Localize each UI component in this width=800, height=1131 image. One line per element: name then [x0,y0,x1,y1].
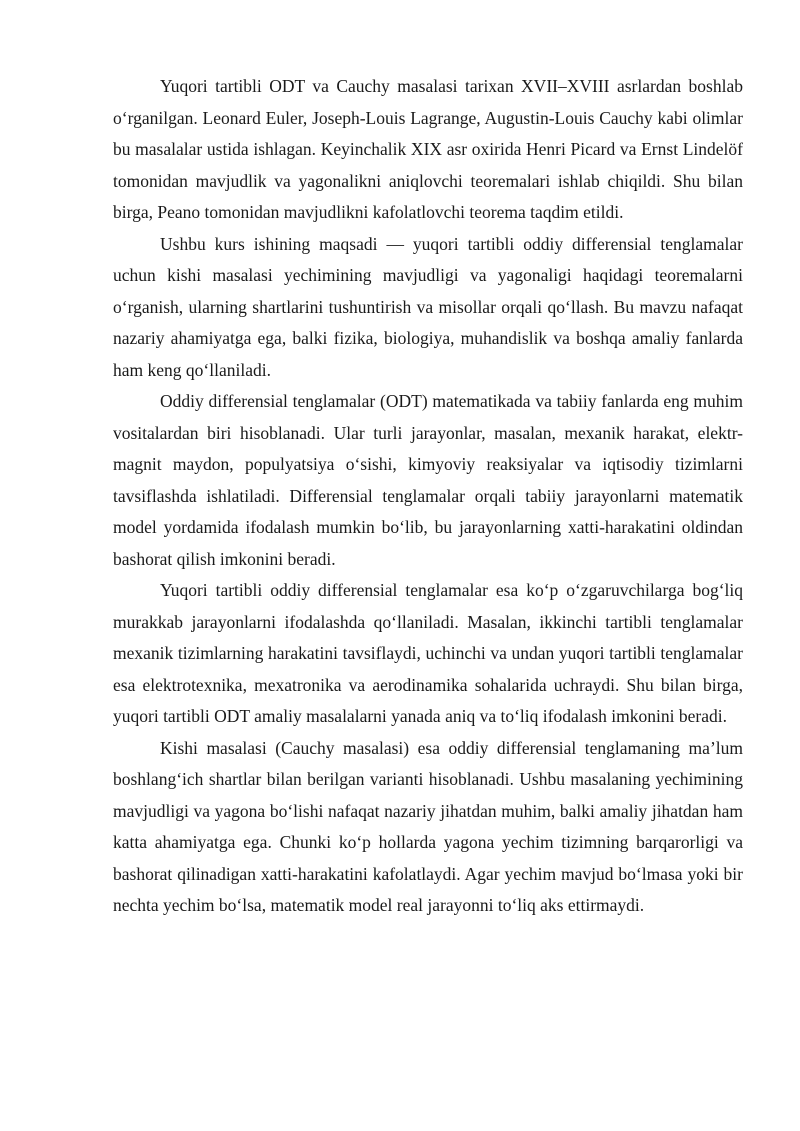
paragraph-cauchy-problem: Kishi masalasi (Cauchy masalasi) esa oddiy differensial tenglamaning ma’lum boshlang‘ich shartlar bilan berilgan varianti hisoblanadi. Ushbu masalaning yechimining mavjudligi va yagona bo‘lishi nafaqat nazariy jihatdan muhim, balki amaliy jihatdan ham katta ahamiyatga ega. Chunki ko‘p hollarda yagona yechim tizimning barqarorligi va bashorat qilinadigan xatti-harakatini kafolatlaydi. Agar yechim mavjud bo‘lmasa yoki bir nechta yechim bo‘lsa, matematik model real jarayonni to‘liq aks ettirmaydi. [113,737,743,915]
paragraph-history: Yuqori tartibli ODT va Cauchy masalasi tarixan XVII–XVIII asrlardan boshlab o‘rganilgan. Leonard Euler, Joseph-Louis Lagrange, Augustin-Louis Cauchy kabi olimlar bu masalalar ustida ishlagan. Keyinchalik XIX asr oxirida Henri Picard va Ernst Lindelöf tomonidan mavjudlik va yagonalikni aniqlovchi teoremalari ishlab chiqildi. Shu bilan birga, Peano tomonidan mavjudlikni kafolatlovchi teorema taqdim etildi. [113,76,743,222]
paragraph-higher-order: Yuqori tartibli oddiy differensial tenglamalar esa ko‘p o‘zgaruvchilarga bog‘liq murakkab jarayonlarni ifodalashda qo‘llaniladi. Masalan, ikkinchi tartibli tenglamalar mexanik tizimlarning harakatini tavsiflaydi, uchinchi va undan yuqori tartibli tenglamalar esa elektrotexnika, mexatronika va aerodinamika sohalarida uchraydi. Shu bilan birga, yuqori tartibli ODT amaliy masalalarni yanada aniq va to‘liq ifodalash imkonini beradi. [113,580,743,726]
body-text [113,71,743,922]
paragraph-ode-importance: Oddiy differensial tenglamalar (ODT) matematikada va tabiiy fanlarda eng muhim vositalardan biri hisoblanadi. Ular turli jarayonlar, masalan, mexanik harakat, elektr-magnit maydon, populyatsiya o‘sishi, kimyoviy reaksiyalar va iqtisodiy tizimlarni tavsiflashda ishlatiladi. Differensial tenglamalar orqali tabiiy jarayonlarni matematik model yordamida ifodalash mumkin bo‘lib, bu jarayonlarning xatti-harakatini oldindan bashorat qilish imkonini beradi. [113,391,743,569]
paragraph-goal: Ushbu kurs ishining maqsadi — yuqori tartibli oddiy differensial tenglamalar uchun kishi masalasi yechimining mavjudligi va yagonaligi haqidagi teoremalarni o‘rganish, ularning shartlarini tushuntirish va misollar orqali qo‘llash. Bu mavzu nafaqat nazariy ahamiyatga ega, balki fizika, biologiya, muhandislik va boshqa amaliy fanlarda ham keng qo‘llaniladi. [113,233,743,380]
